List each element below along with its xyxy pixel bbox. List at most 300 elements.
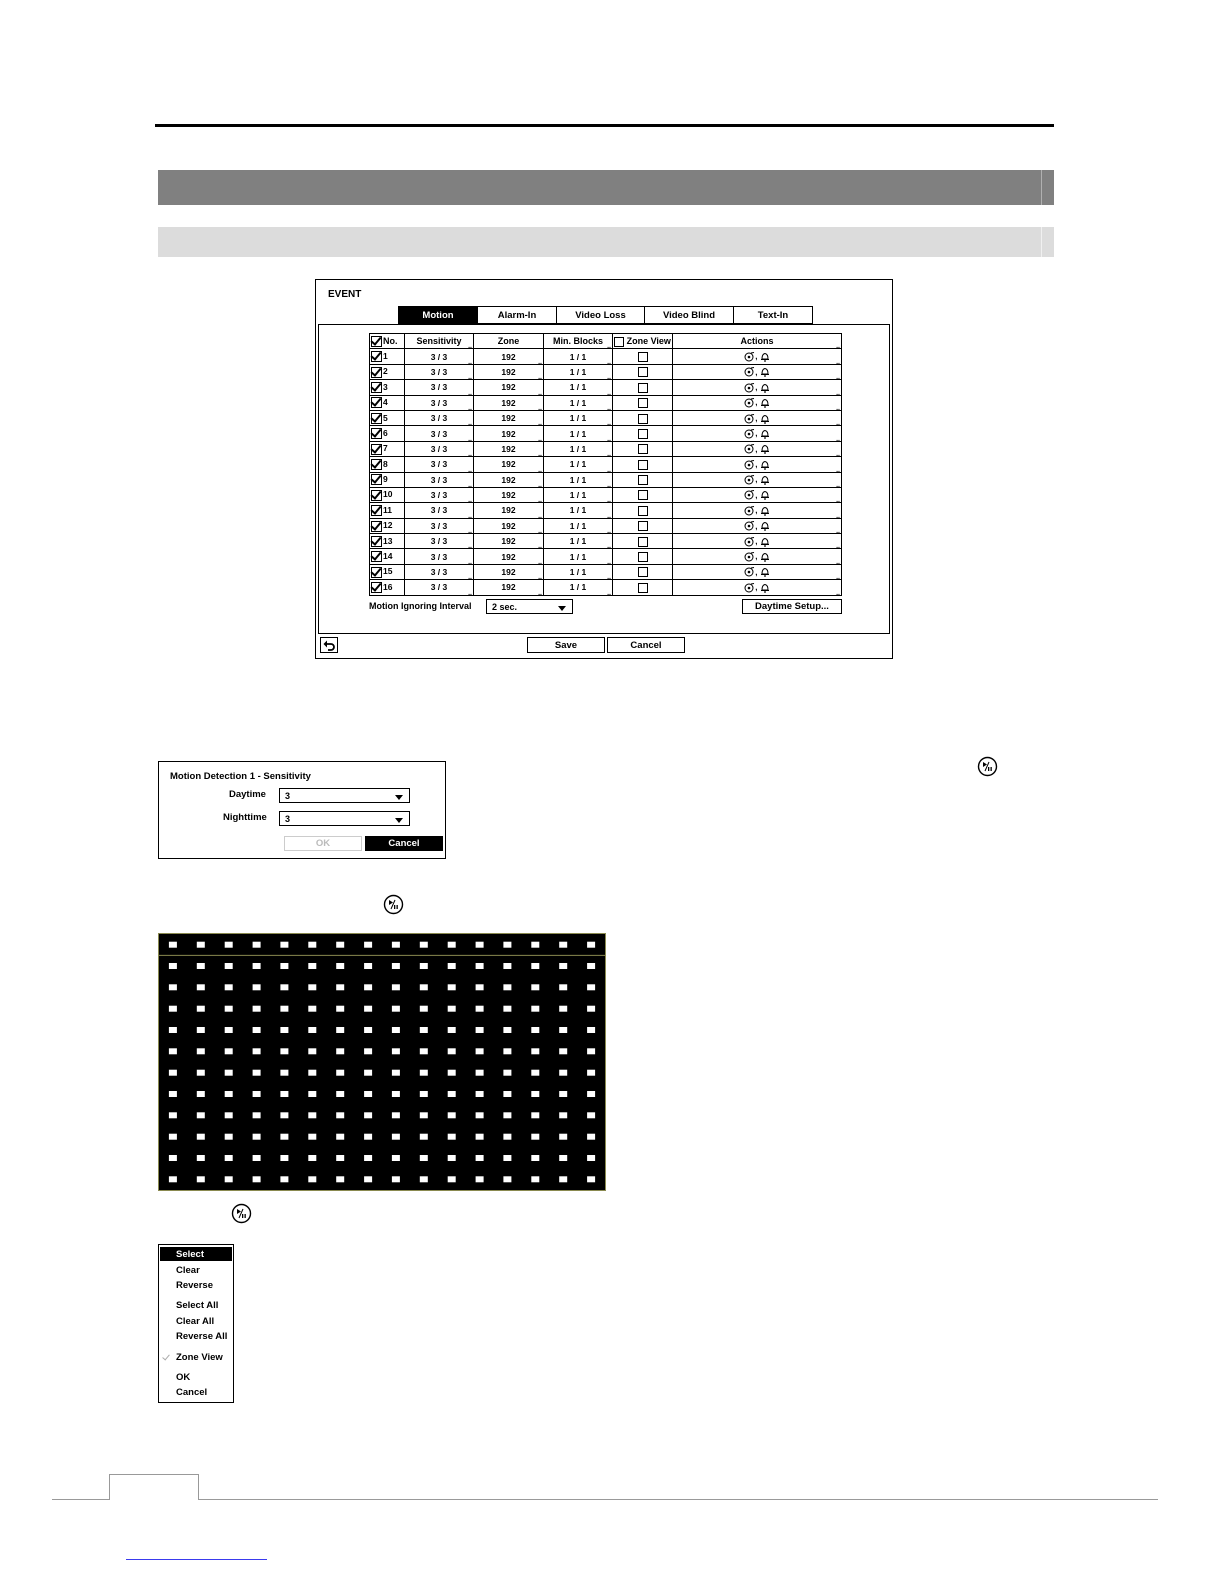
zone-block[interactable] bbox=[503, 1091, 511, 1097]
zone-block[interactable] bbox=[280, 963, 288, 969]
zone-block[interactable] bbox=[559, 1027, 567, 1033]
zone-block[interactable] bbox=[308, 1006, 316, 1012]
zone-block[interactable] bbox=[169, 963, 177, 969]
cell-zone[interactable]: 192 .. bbox=[474, 349, 544, 364]
zone-block[interactable] bbox=[531, 1027, 539, 1033]
cell-no[interactable]: 9 bbox=[370, 472, 405, 487]
cell-min-blocks[interactable]: 1 / 1 .. bbox=[544, 549, 613, 564]
zone-block[interactable] bbox=[587, 1155, 595, 1161]
row-enable-checkbox[interactable] bbox=[371, 444, 382, 455]
zone-block[interactable] bbox=[364, 984, 372, 990]
zone-block[interactable] bbox=[476, 1176, 484, 1182]
cell-zone[interactable]: 192 .. bbox=[474, 380, 544, 395]
zone-view-checkbox[interactable] bbox=[638, 537, 648, 547]
zone-block[interactable] bbox=[169, 1027, 177, 1033]
menu-item-zone-view[interactable]: Zone View bbox=[160, 1350, 232, 1364]
zone-block[interactable] bbox=[336, 1048, 344, 1054]
zone-block[interactable] bbox=[420, 1070, 428, 1076]
cell-sensitivity[interactable]: 3 / 3 .. bbox=[405, 441, 474, 456]
zone-block[interactable] bbox=[364, 1155, 372, 1161]
cancel-button[interactable]: Cancel bbox=[365, 836, 443, 851]
cell-min-blocks[interactable]: 1 / 1 .. bbox=[544, 426, 613, 441]
zone-block[interactable] bbox=[197, 1134, 205, 1140]
cell-min-blocks[interactable]: 1 / 1 .. bbox=[544, 410, 613, 425]
zone-block[interactable] bbox=[559, 942, 567, 948]
zone-block[interactable] bbox=[531, 1112, 539, 1118]
cell-actions[interactable]: , .. bbox=[673, 472, 842, 487]
zone-block[interactable] bbox=[336, 1027, 344, 1033]
zone-block[interactable] bbox=[364, 1112, 372, 1118]
cancel-button[interactable]: Cancel bbox=[607, 637, 685, 653]
zone-block[interactable] bbox=[225, 1091, 233, 1097]
zone-block[interactable] bbox=[392, 1155, 400, 1161]
cell-actions[interactable]: , .. bbox=[673, 349, 842, 364]
zone-block[interactable] bbox=[420, 1155, 428, 1161]
cell-sensitivity[interactable]: 3 / 3 .. bbox=[405, 395, 474, 410]
zone-block[interactable] bbox=[225, 1048, 233, 1054]
zone-block[interactable] bbox=[531, 942, 539, 948]
zone-block[interactable] bbox=[169, 1091, 177, 1097]
cell-zone[interactable]: 192 .. bbox=[474, 503, 544, 518]
zone-block[interactable] bbox=[169, 942, 177, 948]
tab-video-blind[interactable]: Video Blind bbox=[645, 306, 734, 324]
menu-item-reverse[interactable]: Reverse bbox=[176, 1279, 213, 1291]
menu-item-ok[interactable]: OK bbox=[176, 1371, 191, 1383]
zone-block[interactable] bbox=[420, 1134, 428, 1140]
zone-block[interactable] bbox=[559, 1091, 567, 1097]
nighttime-dropdown[interactable]: 3 bbox=[279, 811, 410, 826]
cell-min-blocks[interactable]: 1 / 1 .. bbox=[544, 472, 613, 487]
cell-no[interactable]: 3 bbox=[370, 380, 405, 395]
cell-no[interactable]: 11 bbox=[370, 503, 405, 518]
cell-zone[interactable]: 192 .. bbox=[474, 426, 544, 441]
zone-block[interactable] bbox=[476, 942, 484, 948]
zone-block[interactable] bbox=[169, 1112, 177, 1118]
zone-block[interactable] bbox=[503, 1048, 511, 1054]
zone-view-checkbox[interactable] bbox=[638, 460, 648, 470]
zone-block[interactable] bbox=[308, 1048, 316, 1054]
menu-item-cancel[interactable]: Cancel bbox=[176, 1386, 208, 1398]
zone-block[interactable] bbox=[531, 1176, 539, 1182]
zone-block[interactable] bbox=[503, 1027, 511, 1033]
zone-block[interactable] bbox=[476, 1091, 484, 1097]
cell-actions[interactable]: , .. bbox=[673, 549, 842, 564]
zone-block[interactable] bbox=[448, 1027, 456, 1033]
zone-block[interactable] bbox=[197, 942, 205, 948]
zone-view-checkbox[interactable] bbox=[638, 552, 648, 562]
select-all-checkbox[interactable] bbox=[371, 336, 382, 347]
cell-min-blocks[interactable]: 1 / 1 .. bbox=[544, 518, 613, 533]
save-button[interactable]: Save bbox=[527, 637, 605, 653]
zone-block[interactable] bbox=[253, 1006, 261, 1012]
cell-no[interactable]: 13 bbox=[370, 534, 405, 549]
row-enable-checkbox[interactable] bbox=[371, 582, 382, 593]
zone-block[interactable] bbox=[476, 963, 484, 969]
zone-view-checkbox[interactable] bbox=[638, 521, 648, 531]
zone-block[interactable] bbox=[169, 1134, 177, 1140]
menu-item-clear[interactable]: Clear bbox=[176, 1264, 200, 1276]
cell-sensitivity[interactable]: 3 / 3 .. bbox=[405, 564, 474, 579]
zone-block[interactable] bbox=[392, 984, 400, 990]
zone-block[interactable] bbox=[476, 1006, 484, 1012]
zone-block[interactable] bbox=[587, 942, 595, 948]
ok-button[interactable]: OK bbox=[284, 836, 362, 851]
motion-ignoring-dropdown[interactable]: 2 sec. bbox=[486, 599, 573, 614]
zone-block[interactable] bbox=[253, 1112, 261, 1118]
zone-block[interactable] bbox=[392, 1112, 400, 1118]
zone-block[interactable] bbox=[531, 1091, 539, 1097]
tab-motion[interactable]: Motion bbox=[398, 306, 478, 324]
cell-zone[interactable]: 192 .. bbox=[474, 564, 544, 579]
zone-block[interactable] bbox=[531, 1048, 539, 1054]
zone-block[interactable] bbox=[364, 963, 372, 969]
zone-block[interactable] bbox=[476, 1155, 484, 1161]
zone-view-all-checkbox[interactable] bbox=[614, 337, 624, 347]
zone-block[interactable] bbox=[253, 1027, 261, 1033]
zone-block[interactable] bbox=[336, 1176, 344, 1182]
zone-block[interactable] bbox=[197, 1112, 205, 1118]
zone-view-checkbox[interactable] bbox=[638, 383, 648, 393]
cell-actions[interactable]: , .. bbox=[673, 457, 842, 472]
zone-block[interactable] bbox=[448, 1006, 456, 1012]
row-enable-checkbox[interactable] bbox=[371, 367, 382, 378]
cell-zone[interactable]: 192 .. bbox=[474, 580, 544, 595]
zone-block[interactable] bbox=[280, 1070, 288, 1076]
zone-block[interactable] bbox=[559, 1176, 567, 1182]
zone-block[interactable] bbox=[336, 1006, 344, 1012]
cell-no[interactable]: 14 bbox=[370, 549, 405, 564]
zone-block[interactable] bbox=[308, 1070, 316, 1076]
zone-block[interactable] bbox=[280, 1134, 288, 1140]
menu-item-select[interactable]: Select bbox=[160, 1247, 232, 1261]
zone-block[interactable] bbox=[587, 1134, 595, 1140]
zone-block[interactable] bbox=[336, 1155, 344, 1161]
zone-block[interactable] bbox=[503, 942, 511, 948]
zone-block[interactable] bbox=[197, 1048, 205, 1054]
zone-block[interactable] bbox=[587, 984, 595, 990]
cell-min-blocks[interactable]: 1 / 1 .. bbox=[544, 349, 613, 364]
cell-sensitivity[interactable]: 3 / 3 .. bbox=[405, 487, 474, 502]
cell-sensitivity[interactable]: 3 / 3 .. bbox=[405, 457, 474, 472]
row-enable-checkbox[interactable] bbox=[371, 351, 382, 362]
zone-block[interactable] bbox=[364, 1048, 372, 1054]
cell-min-blocks[interactable]: 1 / 1 .. bbox=[544, 441, 613, 456]
zone-block[interactable] bbox=[225, 1070, 233, 1076]
zone-block[interactable] bbox=[280, 1027, 288, 1033]
zone-view-checkbox[interactable] bbox=[638, 429, 648, 439]
cell-no[interactable]: 8 bbox=[370, 457, 405, 472]
zone-block[interactable] bbox=[392, 1134, 400, 1140]
zone-block[interactable] bbox=[336, 963, 344, 969]
zone-block[interactable] bbox=[253, 1070, 261, 1076]
zone-block[interactable] bbox=[280, 1112, 288, 1118]
menu-item-select-all[interactable]: Select All bbox=[176, 1299, 219, 1311]
zone-view-checkbox[interactable] bbox=[638, 352, 648, 362]
zone-block[interactable] bbox=[253, 942, 261, 948]
zone-view-checkbox[interactable] bbox=[638, 583, 648, 593]
cell-zone[interactable]: 192 .. bbox=[474, 364, 544, 379]
zone-block[interactable] bbox=[448, 1112, 456, 1118]
zone-block[interactable] bbox=[503, 1134, 511, 1140]
zone-block[interactable] bbox=[308, 1091, 316, 1097]
zone-block[interactable] bbox=[420, 984, 428, 990]
zone-block[interactable] bbox=[364, 1176, 372, 1182]
cell-actions[interactable]: , .. bbox=[673, 364, 842, 379]
zone-block[interactable] bbox=[280, 1155, 288, 1161]
zone-block[interactable] bbox=[364, 1134, 372, 1140]
zone-block[interactable] bbox=[448, 1091, 456, 1097]
zone-block[interactable] bbox=[559, 1048, 567, 1054]
zone-block[interactable] bbox=[169, 1176, 177, 1182]
cell-sensitivity[interactable]: 3 / 3 .. bbox=[405, 426, 474, 441]
zone-block[interactable] bbox=[253, 984, 261, 990]
zone-block[interactable] bbox=[169, 984, 177, 990]
cell-no[interactable]: 16 bbox=[370, 580, 405, 595]
zone-block[interactable] bbox=[587, 963, 595, 969]
zone-block[interactable] bbox=[448, 1155, 456, 1161]
zone-block[interactable] bbox=[197, 1070, 205, 1076]
zone-block[interactable] bbox=[364, 1006, 372, 1012]
cell-actions[interactable]: , .. bbox=[673, 426, 842, 441]
cell-min-blocks[interactable]: 1 / 1 .. bbox=[544, 564, 613, 579]
zone-view-checkbox[interactable] bbox=[638, 367, 648, 377]
cell-sensitivity[interactable]: 3 / 3 .. bbox=[405, 580, 474, 595]
row-enable-checkbox[interactable] bbox=[371, 521, 382, 532]
zone-block[interactable] bbox=[476, 1070, 484, 1076]
zone-block[interactable] bbox=[503, 1155, 511, 1161]
cell-sensitivity[interactable]: 3 / 3 .. bbox=[405, 534, 474, 549]
cell-sensitivity[interactable]: 3 / 3 .. bbox=[405, 503, 474, 518]
cell-no[interactable]: 4 bbox=[370, 395, 405, 410]
cell-sensitivity[interactable]: 3 / 3 .. bbox=[405, 472, 474, 487]
cell-min-blocks[interactable]: 1 / 1 .. bbox=[544, 364, 613, 379]
zone-block[interactable] bbox=[392, 963, 400, 969]
row-enable-checkbox[interactable] bbox=[371, 428, 382, 439]
zone-block[interactable] bbox=[531, 1134, 539, 1140]
zone-block[interactable] bbox=[448, 942, 456, 948]
zone-block[interactable] bbox=[225, 942, 233, 948]
zone-block[interactable] bbox=[531, 1070, 539, 1076]
row-enable-checkbox[interactable] bbox=[371, 397, 382, 408]
zone-block[interactable] bbox=[197, 963, 205, 969]
zone-block[interactable] bbox=[531, 963, 539, 969]
tab-alarm-in[interactable]: Alarm-In bbox=[478, 306, 557, 324]
zone-block[interactable] bbox=[476, 1112, 484, 1118]
cell-sensitivity[interactable]: 3 / 3 .. bbox=[405, 380, 474, 395]
zone-block[interactable] bbox=[503, 1112, 511, 1118]
zone-block[interactable] bbox=[587, 1176, 595, 1182]
zone-view-checkbox[interactable] bbox=[638, 444, 648, 454]
zone-block[interactable] bbox=[364, 1091, 372, 1097]
zone-block[interactable] bbox=[280, 1006, 288, 1012]
zone-block[interactable] bbox=[253, 963, 261, 969]
row-enable-checkbox[interactable] bbox=[371, 551, 382, 562]
zone-block[interactable] bbox=[225, 984, 233, 990]
zone-block[interactable] bbox=[197, 1091, 205, 1097]
cell-actions[interactable]: , .. bbox=[673, 518, 842, 533]
cell-sensitivity[interactable]: 3 / 3 .. bbox=[405, 349, 474, 364]
zone-block[interactable] bbox=[336, 984, 344, 990]
zone-block[interactable] bbox=[587, 1048, 595, 1054]
zone-block[interactable] bbox=[280, 984, 288, 990]
daytime-setup-button[interactable]: Daytime Setup... bbox=[742, 599, 842, 614]
row-enable-checkbox[interactable] bbox=[371, 382, 382, 393]
zone-block[interactable] bbox=[253, 1091, 261, 1097]
zone-block[interactable] bbox=[308, 1027, 316, 1033]
zone-block[interactable] bbox=[308, 984, 316, 990]
zone-block[interactable] bbox=[197, 1176, 205, 1182]
zone-block[interactable] bbox=[448, 1176, 456, 1182]
zone-block[interactable] bbox=[476, 1027, 484, 1033]
zone-block[interactable] bbox=[503, 963, 511, 969]
zone-block[interactable] bbox=[169, 1048, 177, 1054]
zone-view-checkbox[interactable] bbox=[638, 567, 648, 577]
zone-block[interactable] bbox=[197, 984, 205, 990]
zone-block[interactable] bbox=[559, 1134, 567, 1140]
motion-zone-grid[interactable] bbox=[158, 933, 606, 1191]
zone-block[interactable] bbox=[308, 942, 316, 948]
zone-block[interactable] bbox=[392, 1091, 400, 1097]
row-enable-checkbox[interactable] bbox=[371, 459, 382, 470]
zone-block[interactable] bbox=[225, 1006, 233, 1012]
zone-block[interactable] bbox=[420, 1027, 428, 1033]
zone-block[interactable] bbox=[169, 1006, 177, 1012]
zone-block[interactable] bbox=[336, 1134, 344, 1140]
row-enable-checkbox[interactable] bbox=[371, 505, 382, 516]
zone-block[interactable] bbox=[559, 984, 567, 990]
cell-actions[interactable]: , .. bbox=[673, 487, 842, 502]
cell-sensitivity[interactable]: 3 / 3 .. bbox=[405, 518, 474, 533]
cell-no[interactable]: 10 bbox=[370, 487, 405, 502]
zone-view-checkbox[interactable] bbox=[638, 490, 648, 500]
row-enable-checkbox[interactable] bbox=[371, 490, 382, 501]
zone-block[interactable] bbox=[280, 1048, 288, 1054]
zone-block[interactable] bbox=[392, 1176, 400, 1182]
zone-block[interactable] bbox=[253, 1134, 261, 1140]
cell-min-blocks[interactable]: 1 / 1 .. bbox=[544, 457, 613, 472]
cell-actions[interactable]: , .. bbox=[673, 410, 842, 425]
tab-video-loss[interactable]: Video Loss bbox=[557, 306, 645, 324]
zone-block[interactable] bbox=[531, 1155, 539, 1161]
cell-zone[interactable]: 192 .. bbox=[474, 518, 544, 533]
zone-view-checkbox[interactable] bbox=[638, 475, 648, 485]
zone-block[interactable] bbox=[420, 1048, 428, 1054]
cell-actions[interactable]: , .. bbox=[673, 580, 842, 595]
zone-block[interactable] bbox=[197, 1006, 205, 1012]
zone-block[interactable] bbox=[225, 1176, 233, 1182]
cell-actions[interactable]: , .. bbox=[673, 395, 842, 410]
zone-block[interactable] bbox=[420, 963, 428, 969]
cell-sensitivity[interactable]: 3 / 3 .. bbox=[405, 364, 474, 379]
zone-block[interactable] bbox=[308, 1112, 316, 1118]
cell-actions[interactable]: , .. bbox=[673, 503, 842, 518]
cell-no[interactable]: 2 bbox=[370, 364, 405, 379]
zone-block[interactable] bbox=[336, 1091, 344, 1097]
cell-zone[interactable]: 192 .. bbox=[474, 410, 544, 425]
zone-block[interactable] bbox=[280, 1091, 288, 1097]
zone-block[interactable] bbox=[308, 1134, 316, 1140]
cell-no[interactable]: 7 bbox=[370, 441, 405, 456]
zone-block[interactable] bbox=[308, 963, 316, 969]
menu-item-clear-all[interactable]: Clear All bbox=[176, 1315, 215, 1327]
zone-block[interactable] bbox=[587, 1091, 595, 1097]
row-enable-checkbox[interactable] bbox=[371, 413, 382, 424]
zone-view-checkbox[interactable] bbox=[638, 398, 648, 408]
zone-block[interactable] bbox=[448, 1048, 456, 1054]
cell-min-blocks[interactable]: 1 / 1 .. bbox=[544, 534, 613, 549]
menu-item-reverse-all[interactable]: Reverse All bbox=[176, 1330, 228, 1342]
zone-block[interactable] bbox=[420, 1091, 428, 1097]
cell-zone[interactable]: 192 .. bbox=[474, 395, 544, 410]
zone-block[interactable] bbox=[448, 1070, 456, 1076]
zone-block[interactable] bbox=[531, 984, 539, 990]
zone-block[interactable] bbox=[503, 1176, 511, 1182]
zone-block[interactable] bbox=[225, 1155, 233, 1161]
row-enable-checkbox[interactable] bbox=[371, 536, 382, 547]
zone-block[interactable] bbox=[476, 984, 484, 990]
cell-actions[interactable]: , .. bbox=[673, 534, 842, 549]
cell-min-blocks[interactable]: 1 / 1 .. bbox=[544, 580, 613, 595]
zone-block[interactable] bbox=[587, 1027, 595, 1033]
zone-block[interactable] bbox=[253, 1176, 261, 1182]
cell-min-blocks[interactable]: 1 / 1 .. bbox=[544, 487, 613, 502]
zone-block[interactable] bbox=[253, 1048, 261, 1054]
cell-no[interactable]: 1 bbox=[370, 349, 405, 364]
zone-view-checkbox[interactable] bbox=[638, 506, 648, 516]
zone-block[interactable] bbox=[392, 1048, 400, 1054]
cell-zone[interactable]: 192 .. bbox=[474, 534, 544, 549]
cell-zone[interactable]: 192 .. bbox=[474, 549, 544, 564]
cell-sensitivity[interactable]: 3 / 3 .. bbox=[405, 410, 474, 425]
zone-block[interactable] bbox=[197, 1155, 205, 1161]
zone-block[interactable] bbox=[587, 1070, 595, 1076]
zone-block[interactable] bbox=[392, 942, 400, 948]
zone-block[interactable] bbox=[559, 1112, 567, 1118]
zone-block[interactable] bbox=[420, 1176, 428, 1182]
zone-block[interactable] bbox=[197, 1027, 205, 1033]
zone-block[interactable] bbox=[448, 984, 456, 990]
daytime-dropdown[interactable]: 3 bbox=[279, 788, 410, 803]
cell-no[interactable]: 12 bbox=[370, 518, 405, 533]
zone-block[interactable] bbox=[420, 1112, 428, 1118]
cell-actions[interactable]: , .. bbox=[673, 380, 842, 395]
back-button[interactable] bbox=[320, 637, 338, 653]
zone-block[interactable] bbox=[448, 1134, 456, 1140]
cell-no[interactable]: 15 bbox=[370, 564, 405, 579]
zone-block[interactable] bbox=[503, 1006, 511, 1012]
zone-block[interactable] bbox=[336, 1070, 344, 1076]
zone-block[interactable] bbox=[169, 1155, 177, 1161]
cell-min-blocks[interactable]: 1 / 1 .. bbox=[544, 380, 613, 395]
zone-blocks[interactable] bbox=[159, 934, 605, 1190]
zone-view-checkbox[interactable] bbox=[638, 414, 648, 424]
cell-no[interactable]: 6 bbox=[370, 426, 405, 441]
zone-block[interactable] bbox=[503, 1070, 511, 1076]
zone-block[interactable] bbox=[225, 1027, 233, 1033]
zone-block[interactable] bbox=[448, 963, 456, 969]
cell-min-blocks[interactable]: 1 / 1 .. bbox=[544, 503, 613, 518]
zone-block[interactable] bbox=[336, 942, 344, 948]
zone-block[interactable] bbox=[503, 984, 511, 990]
zone-block[interactable] bbox=[225, 963, 233, 969]
zone-block[interactable] bbox=[308, 1176, 316, 1182]
zone-block[interactable] bbox=[420, 1006, 428, 1012]
zone-block[interactable] bbox=[280, 942, 288, 948]
zone-block[interactable] bbox=[420, 942, 428, 948]
row-enable-checkbox[interactable] bbox=[371, 567, 382, 578]
cell-actions[interactable]: , .. bbox=[673, 441, 842, 456]
zone-block[interactable] bbox=[587, 1006, 595, 1012]
